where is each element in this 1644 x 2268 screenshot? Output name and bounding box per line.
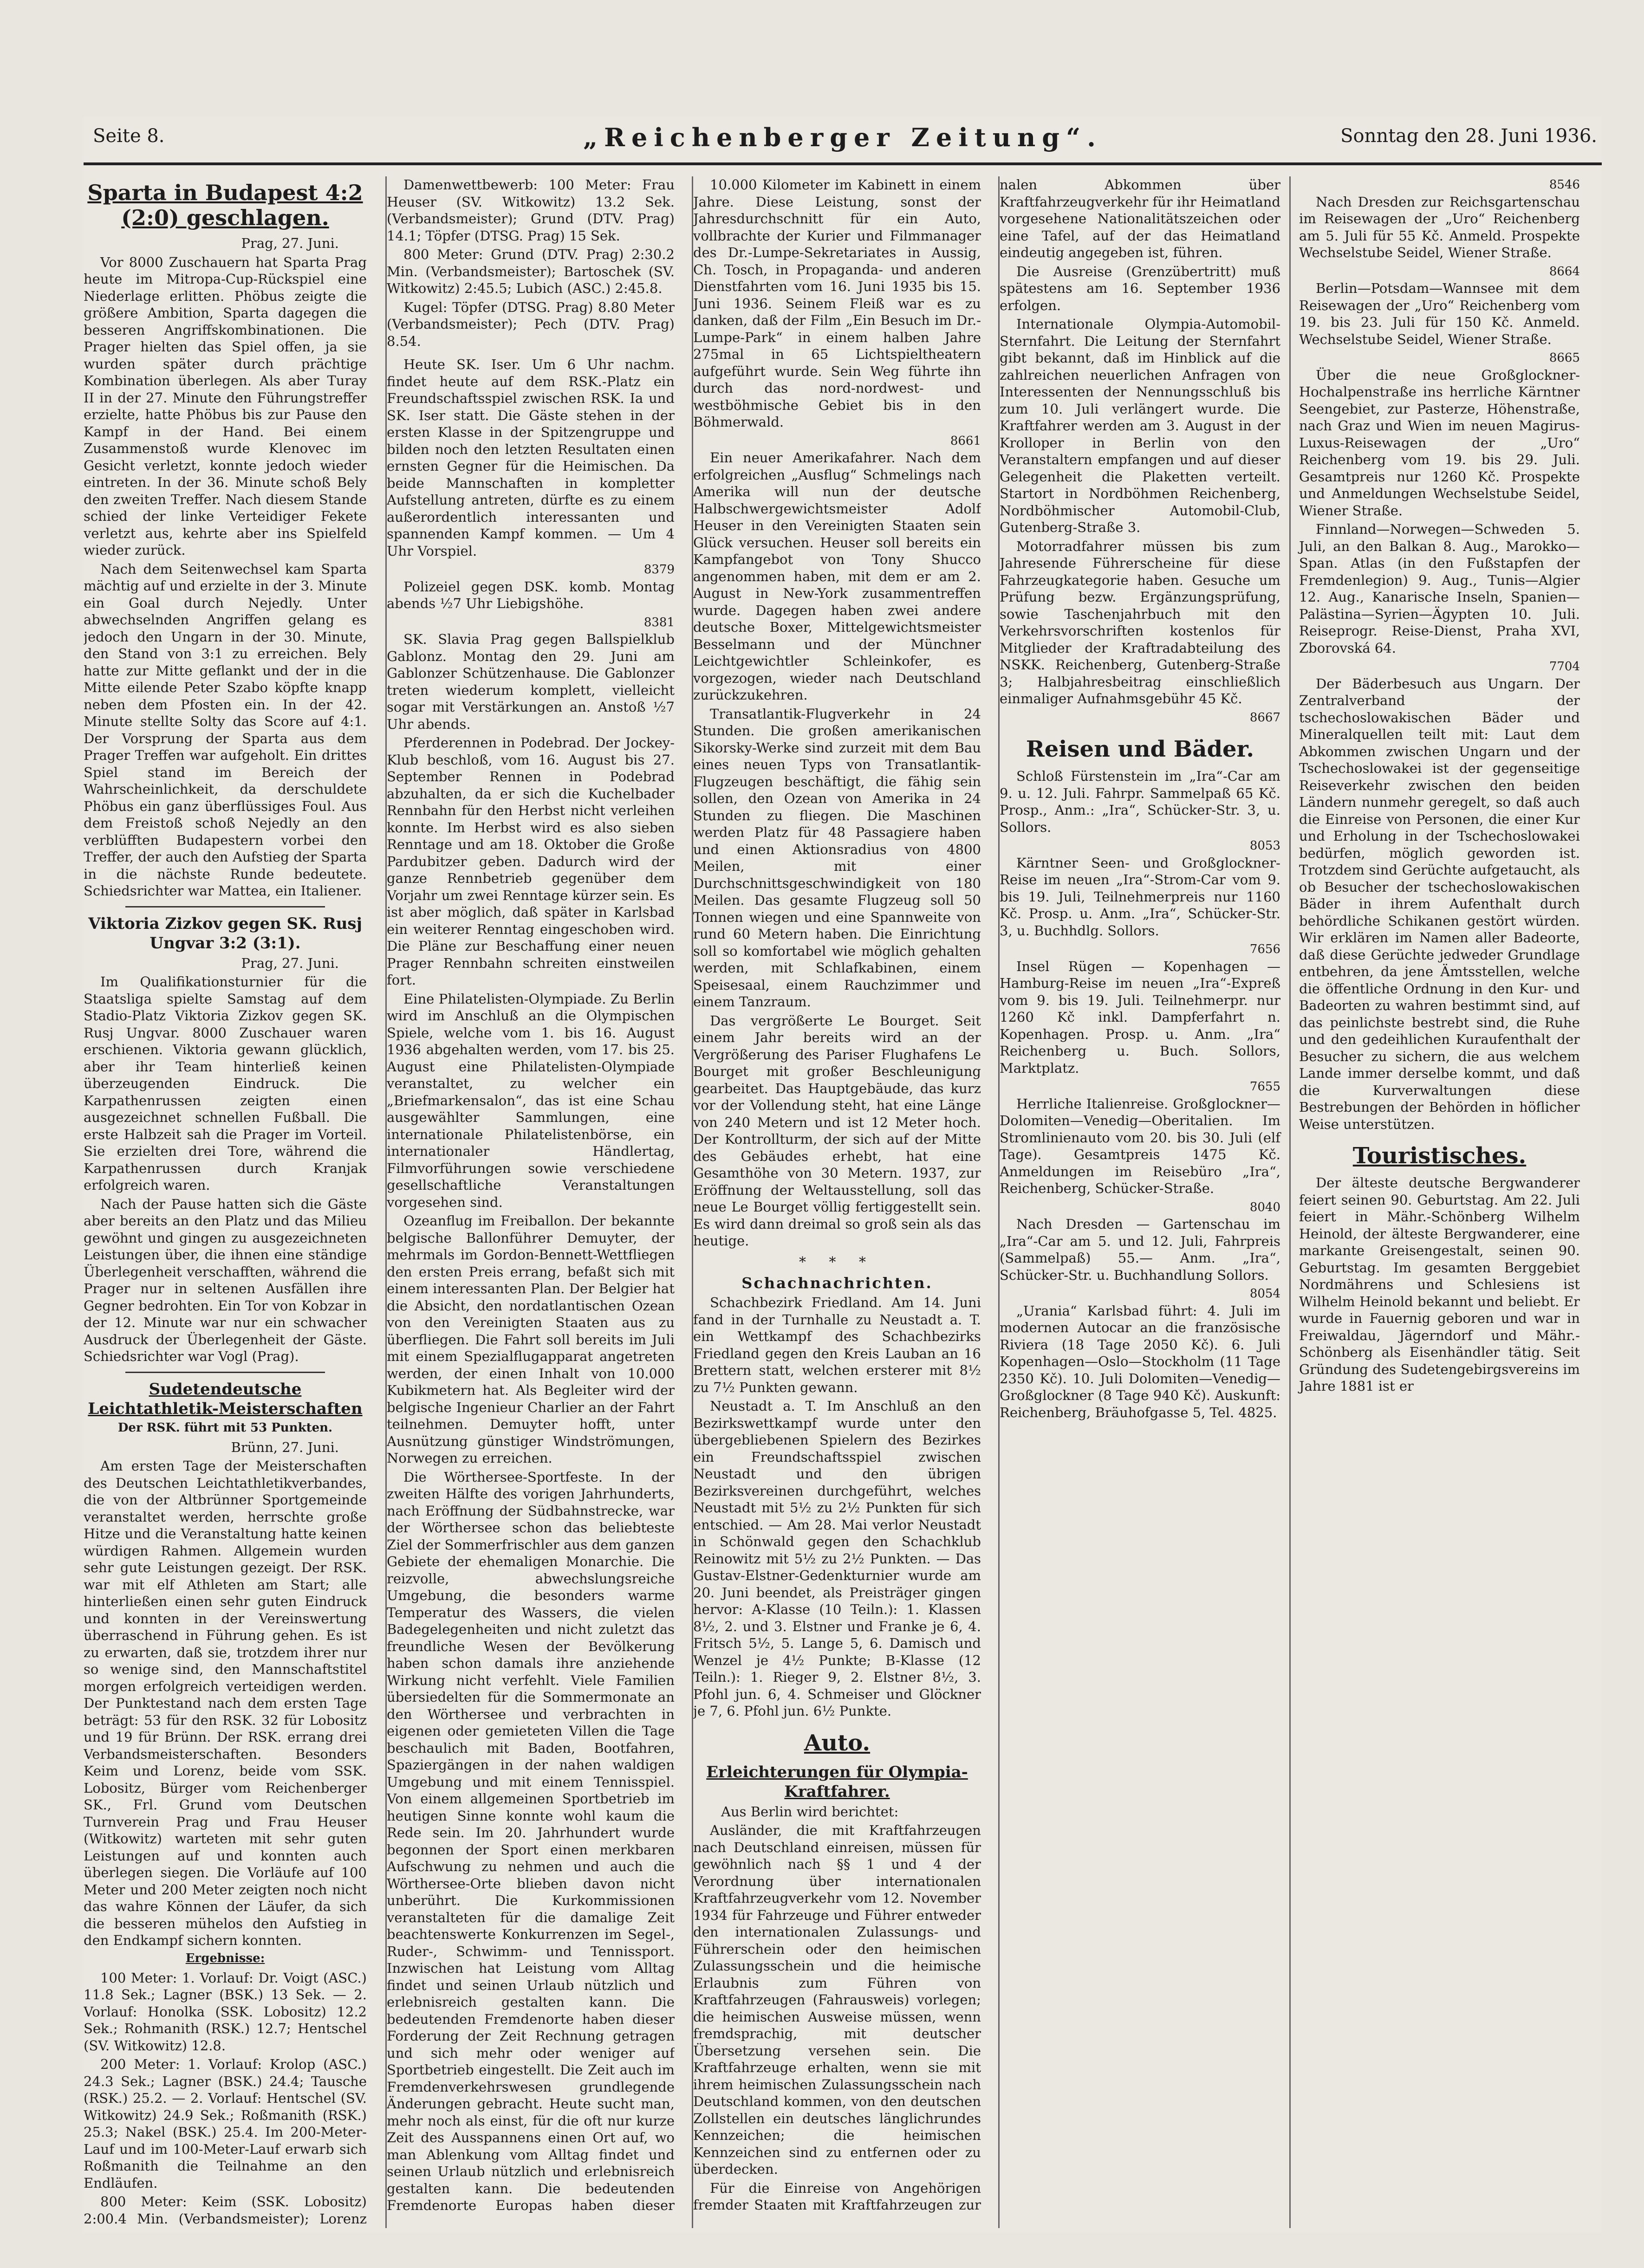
newspaper-page bbox=[84, 116, 1602, 2233]
news-item: SK. Slavia Prag gegen Ballspielklub Gablonz. Montag den 29. Juni am Gablonzer Schützenhause. Die Gablonzer treten wiederum komplett, vielleicht sogar mit Verstärkungen an. Anstoß ½7 Uhr abends. bbox=[387, 631, 675, 732]
article-paragraph: Im Qualifikationsturnier für die Staatsliga spielte Samstag auf dem Stadio-Platz Viktoria Zizkov gegen SK. Rusj Ungvar. 8000 Zuschauer waren erschienen. Viktoria gewann glücklich, aber ihr Team hinterließ keinen überzeugenden Eindruck. Die Karpathenrussen zeigten einen ausgezeichnet schnellen Fußball. Die erste Halbzeit sah die Prager im Vorteil. Sie erzielten drei Tore, während die Karpathenrussen durch Kranjak erfolgreich waren. bbox=[84, 974, 367, 1193]
ad-number: 8053 bbox=[1249, 839, 1280, 853]
news-item: Polizeiel gegen DSK. komb. Montag abends ½7 Uhr Liebigshöhe. bbox=[387, 578, 675, 611]
travel-ad: Schloß Fürstenstein im „Ira“-Car am 9. u. 12. Juli. Fahrpr. Sammelpaß 65 Kč. Prosp., Anm.: „Ira“, Schücker-Str. 3, u. Sollors. bbox=[1000, 768, 1280, 835]
results-line: 800 Meter: Grund (DTV. Prag) 2:30.2 Min. (Verbandsmeister); Bartoschek (SV. Witkowitz) 2:45.5; Lubich (ASC.) 2:45.8. bbox=[387, 246, 675, 296]
results-line: 100 Meter: 1. Vorlauf: Dr. Voigt (ASC.) 11.8 Sek.; Lagner (BSK.) 13 Sek. — 2. Vorlauf: Honolka (SSK. Lobositz) 12.2 Sek.; Rohmanith (RSK.) 12.7; Hentschel (SV. Witkowitz) 12.8. bbox=[84, 1970, 367, 2054]
divider bbox=[125, 906, 325, 907]
ad-number: 8054 bbox=[1249, 1287, 1280, 1301]
ad-number: 8381 bbox=[643, 615, 675, 629]
news-item: Der älteste deutsche Bergwanderer feiert seinen 90. Geburtstag. Am 22. Juli feiert in Mähr.-Schönberg Wilhelm Heinold, der älteste Bergwanderer, eine markante Greisengestalt, seinen 90. Geburtstag. Im gesamten Berggebiet Nordmährens und Schlesiens ist Wilhelm Heinold bekannt und beliebt. Er wurde in Fauernig geboren und war in Freiwaldau, Jägerndorf und Mähr.-Schönberg als Eisenhändler tätig. Seit Gründung des Sudetengebirgsvereins im Jahre 1881 ist er bbox=[1299, 1175, 1580, 1394]
column-1 bbox=[84, 176, 367, 2228]
newspaper-title: „Reichenberger Zeitung“. bbox=[583, 123, 1102, 152]
travel-ad: Herrliche Italienreise. Großglockner—Dolomiten—Venedig—Oberitalien. Im Stromlinienauto vom 20. bis 30. Juli (elf Tage). Gesamtpreis 1475 Kč. Anmeldungen im Reisebüro „Ira“, Reichenberg, Schücker-Straße. bbox=[1000, 1095, 1280, 1196]
ad-number: 8664 bbox=[1549, 264, 1580, 279]
headline-sudeten: Sudetendeutsche Leichtathletik-Meisterschaften bbox=[88, 1380, 363, 1418]
news-item: Eine Philatelisten-Olympiade. Zu Berlin wird im Anschluß an die Olympischen Spiele, welche vom 1. bis 16. August 1936 abgehalten werden, vom 17. bis 25. August eine Philatelisten-Olympiade veranstaltet, zu welcher ein „Briefmarkensalon“, das ist eine Schau ausgewählter Sammlungen, eine internationale Philatelistenbörse, ein internationaler Händlertag, Filmvorführungen sowie verschiedene gesellschaftliche Veranstaltungen vorgesehen sind. bbox=[387, 991, 675, 1210]
travel-ad: Nach Dresden zur Reichsgartenschau im Reisewagen der „Uro“ Reichenberg am 5. Juli für 55 Kč. Anmeld. Prospekte Wechselstube Seidel, Wiener Straße. bbox=[1299, 194, 1580, 260]
article-paragraph: Vor 8000 Zuschauern hat Sparta Prag heute im Mitropa-Cup-Rückspiel eine Niederlage erlitten. Phöbus zeigte die größere Ambition, Sparta dagegen die besseren Angriffskombinationen. Die Prager hielten das Spiel offen, ja sie wurden später durch prächtige Kombination überlegen. Als aber Turay II in der 27. Minute den Führungstreffer erzielte, hatte Phöbus bis zur Pause den Kampf in der Hand. Bei einem Zusammenstoß wurde Klenovec im Gesicht verletzt, konnte jedoch wieder eintreten. In der 36. Minute schoß Bely den zweiten Treffer. Nach diesem Stande schied der linke Verteidiger Fekete verletzt aus, kehrte aber ins Spielfeld wieder zurück. bbox=[84, 254, 367, 558]
ad-number: 8667 bbox=[1249, 710, 1280, 725]
ad-number: 8546 bbox=[1549, 178, 1580, 192]
headline-viktoria: Viktoria Zizkov gegen SK. Rusj Ungvar 3:2 (3:1). bbox=[88, 914, 362, 953]
news-item: Schachbezirk Friedland. Am 14. Juni fand in der Turnhalle zu Neustadt a. T. ein Wettkampf des Schachbezirks Friedland gegen den Kreis Lauban an 16 Brettern statt, welchen ersterer mit 8½ zu 7½ Punkten gewann. bbox=[693, 1295, 981, 1395]
ad-number: 8661 bbox=[950, 434, 981, 448]
article-paragraph: Nach der Pause hatten sich die Gäste aber bereits an den Platz und das Milieu gewöhnt und gingen zu ausgezeichneten Leistungen über, die ihnen eine ständige Überlegenheit verschafften, während die Prager nur in seltenen Ausfällen ihre Gegner bedrohten. Ein Tor von Kobzar in der 12. Minute war nur ein schwacher Ausdruck der Überlegenheit der Gäste. Schiedsrichter war Vogl (Prag). bbox=[84, 1196, 367, 1364]
issue-date: Sonntag den 28. Juni 1936. bbox=[1340, 125, 1597, 147]
column-4 bbox=[998, 176, 1580, 2228]
ad-number: 7704 bbox=[1549, 660, 1580, 674]
travel-ad: „Urania“ Karlsbad führt: 4. Juli im modernen Autocar an die französische Riviera (18 Tage 2050 Kč). 6. Juli Kopenhagen—Oslo—Stockholm (11 Tage 2350 Kč). 10. Juli Dolomiten—Venedig—Großglockner (8 Tage 940 Kč). Auskunft: Reichenberg, Bräuhofgasse 5, Tel. 4825. bbox=[1000, 1302, 1280, 1420]
news-item: Transatlantik-Flugverkehr in 24 Stunden. Die großen amerikanischen Sikorsky-Werke sind zurzeit mit dem Bau eines neuen Typs von Transatlantik-Flugzeugen beschäftigt, die fähig sein sollen, den Ozean von Amerika in 24 Stunden zu fliegen. Die Maschinen werden Platz für 48 Passagiere haben und einen Aktionsradius von 4800 Meilen, mit einer Durchschnittsgeschwindigkeit von 180 Meilen. Das gesamte Flugzeug soll 50 Tonnen wiegen und eine Spannweite von rund 60 Metern haben. Die Einrichtung soll so komfortabel wie möglich gehalten werden, mit Schlafkabinen, einem Speisesaal, einem Rauchzimmer und einem Tanzraum. bbox=[693, 706, 981, 1010]
news-item: Internationale Olympia-Automobil-Sternfahrt. Die Leitung der Sternfahrt gibt bekannt, daß im Hinblick auf die zahlreichen neuerlichen Anfragen von Interessenten der Nennungsschluß bis zum 10. Juli verlängert wurde. Die Kraftfahrer werden am 3. August in der Krolloper in Berlin von den Veranstaltern empfangen und auf dieser Gelegenheit die Plaketten verteilt. Startort in Nordböhmen Reichenberg, Nordböhmischer Automobil-Club, Gutenberg-Straße 3. bbox=[1000, 316, 1280, 535]
dateline: Brünn, 27. Juni. bbox=[231, 1439, 339, 1455]
travel-ad: Berlin—Potsdam—Wannsee mit dem Reisewagen der „Uro“ Reichenberg vom 19. bis 23. Juli für 150 Kč. Anmeld. Wechselstube Seidel, Wiener Straße. bbox=[1299, 280, 1580, 347]
article-paragraph: Die Ausreise (Grenzübertritt) muß spätestens am 16. September 1936 erfolgen. bbox=[1000, 263, 1280, 313]
ad-number: 8040 bbox=[1249, 1200, 1280, 1214]
news-item: Ein neuer Amerikafahrer. Nach dem erfolgreichen „Ausflug“ Schmelings nach Amerika will nun der deutsche Halbschwergewichtsmeister Adolf Heuser in den Vereinigten Staaten sein Glück versuchen. Heuser soll bereits ein Kampfangebot von Tony Shucco angenommen haben, mit dem er am 2. August in New-York zusammentreffen wurde. Dagegen haben zwei andere deutsche Boxer, Mittelgewichtsmeister Besselmann und der Münchner Leichtgewichtler Schleinkofer, es vorgezogen, wieder nach Deutschland zurückzukehren. bbox=[693, 450, 981, 703]
news-item: Heute SK. Iser. Um 6 Uhr nachm. findet heute auf dem RSK.-Platz ein Freundschaftsspiel zwischen RSK. Ia und SK. Iser statt. Die Gäste stehen in der ersten Klasse in der Spitzengruppe und bilden noch den letzten Resultaten einen ernsten Gegner für die Heimischen. Da beide Mannschaften in kompletter Aufstellung antreten, dürfte es zu einem außerordentlich interessanten und spannenden Kampf kommen. — Um 4 Uhr Vorspiel. bbox=[387, 356, 675, 559]
results-line: Damenwettbewerb: 100 Meter: Frau Heuser (SV. Witkowitz) 13.2 Sek. (Verbandsmeister); Grund (DTV. Prag) 14.1; Töpfer (DTSG. Prag) 15 Sek. bbox=[387, 177, 675, 244]
ad-number: 7656 bbox=[1249, 942, 1280, 956]
page-number: Seite 8. bbox=[93, 125, 165, 147]
travel-ad: Finnland—Norwegen—Schweden 5. Juli, an den Balkan 8. Aug., Marokko—Span. Atlas (in den Fußstapfen der Fremdenlegion) 9. Aug., Tunis—Algier 12. Aug., Kanarische Inseln, Spanien—Palästina—Syrien—Ägypten 10. Juli. Reiseprogr. Reise-Dienst, Praha XVI, Zborovská 64. bbox=[1299, 521, 1580, 656]
ad-number: 8665 bbox=[1549, 351, 1580, 365]
results-line: Kugel: Töpfer (DTSG. Prag) 8.80 Meter (Verbandsmeister); Pech (DTV. Prag) 8.54. bbox=[387, 299, 675, 349]
results-line: 800 Meter: Keim (SSK. Lobositz) 2:00.4 Min. (Verbandsmeister); Lorenz bbox=[84, 2194, 367, 2227]
article-paragraph: Für die Einreise von Angehörigen fremder Staaten mit Kraftfahrzeugen zur bbox=[693, 2180, 981, 2213]
news-item: 10.000 Kilometer im Kabinett in einem Jahre. Diese Leistung, sonst der Jahresdurchschnitt für ein Auto, vollbrachte der Kurier und Filmmanager des Dr.-Lumpe-Sekretariates in Aussig, Ch. Tosch, in Propaganda- und anderen Dienstfahrten vom 16. Juni 1935 bis 15. Juni 1936. Seinem Fleiß war es zu danken, daß der Film „Ein Besuch im Dr.-Lumpe-Park“ in einem halben Jahre 275mal in 65 Lichtspieltheatern aufgeführt wurde. Sein Weg führte ihn durch das nord-nordwest- und westböhmische Gebiet bis in den Böhmerwald. bbox=[693, 177, 981, 430]
ad-number: 8379 bbox=[643, 563, 675, 577]
section-heading-travel: Reisen und Bäder. bbox=[1026, 736, 1254, 762]
travel-ad: Kärntner Seen- und Großglockner-Reise im neuen „Ira“-Strom-Car vom 9. bis 19. Juli, Teilnehmerpreis nur 1160 Kč. Prosp. u. Anm. „Ira“, Schücker-Str. 3, u. Buchhdlg. Sollors. bbox=[1000, 855, 1280, 939]
travel-ad: Nach Dresden — Gartenschau im „Ira“-Car am 5. und 12. Juli, Fahrpreis (Sammelpaß) 55.— Anm. „Ira“, Schücker-Str. u. Buchhandlung Sollors. bbox=[1000, 1216, 1280, 1283]
news-item: Pferderennen in Podebrad. Der Jockey-Klub beschloß, vom 16. August bis 27. September Rennen in Podebrad abzuhalten, da er sich die Kuchelbader Rennbahn für den Herbst nicht verleihen konnte. Im Herbst wird es also sieben Renntage und am 18. Oktober die Große Pardubitzer geben. Dadurch wird der ganze Rennbetrieb gegenüber dem Vorjahr um zwei Renntage kürzer sein. Es ist aber möglich, daß später in Karlsbad ein weiterer Renntag eingeschoben wird. Die Pläne zur Beschaffung einer neuen Prager Rennbahn schreiten einstweilen fort. bbox=[387, 735, 675, 988]
news-item: Motorradfahrer müssen bis zum Jahresende Führerscheine für diese Fahrzeugkategorie haben. Gesuche um Prüfung bezw. Ergänzungsprüfung, sowie Taschenjahrbuch mit den Verkehrsvorschriften kostenlos für Mitglieder der Kraftradabteilung des NSKK. Reichenberg, Gutenberg-Straße 3; Halbjahresbeitrag einschließlich einmaliger Aufnahmsgebühr 45 Kč. bbox=[1000, 538, 1280, 706]
columns bbox=[84, 176, 1602, 2228]
headline-sparta: Sparta in Budapest 4:2 (2:0) geschlagen. bbox=[87, 180, 363, 230]
section-heading-auto: Auto. bbox=[804, 1730, 871, 1756]
column-2 bbox=[385, 176, 675, 2228]
section-heading-chess: Schachnachrichten. bbox=[741, 1274, 933, 1292]
dateline: Aus Berlin wird berichtet: bbox=[721, 1803, 899, 1820]
dateline: Prag, 27. Juni. bbox=[241, 235, 339, 251]
news-item: Die Wörthersee-Sportfeste. In der zweiten Hälfte des vorigen Jahrhunderts, nach Eröffnung der Südbahnstrecke, war der Wörthersee schon das beliebteste Ziel der Sommerfrischler aus dem ganzen Gebiete der ehemaligen Monarchie. Die reizvolle, abwechslungsreiche Umgebung, die besonders warme Temperatur des Wassers, die vielen Badegelegenheiten und nicht zuletzt das freundliche Wesen der Bevölkerung haben schon damals ihre anziehende Wirkung nicht verfehlt. Viele Familien übersiedelten für die Sommermonate an den Wörthersee und verbrachten in eigenen oder gemieteten Villen die Tage beschaulich mit Baden, Bootfahren, Spaziergängen in der nahen waldigen Umgebung und mit einem Tennisspiel. Von einem allgemeinen Sportbetrieb im heutigen Sinne konnte wohl kaum die Rede sein. Im 20. Jahrhundert wurde begonnen der Sport einen merkbaren Aufschwung zu nehmen und auch die Wörthersee-Orte blieben davon nicht unberührt. Die Kurkommissionen veranstalteten für die damalige Zeit beachtenswerte Konkurrenzen im Segel-, Ruder-, Schwimm- und Tennissport. Inzwischen hat Leistung vom Alltag findet und seinen Urlaub nützlich und erlebnisreich gestalten kann. Die bedeutenden Fremdenorte haben dieser Forderung der Zeit Rechnung getragen und sich mehr oder weniger auf Sportbetrieb eingestellt. Die Zeit auch im Fremdenverkehrswesen grundlegende Änderungen gebracht. Heute sucht man, mehr noch als einst, für die oft nur kurze Zeit des Ausspannens einen Ort auf, wo man Ablenkung vom Alltag findet und seinen Urlaub nützlich und erlebnisreich gestalten kann. Die bedeutenden Fremdenorte Europas haben dieser bbox=[387, 1469, 675, 2213]
headline-olympia-kraftfahrer: Erleichterungen für Olympia-Kraftfahrer. bbox=[706, 1763, 968, 1801]
article-paragraph: Nach dem Seitenwechsel kam Sparta mächtig auf und erzielte in der 3. Minute ein Goal durch Nejedly. Unter abwechselnden Angriffen gelang es jedoch den Ungarn in der 30. Minute, den Stand von 3:1 zu erreichen. Bely hatte zur Mitte geflankt und der in die Mitte eilende Peter Szabo köpfte knapp neben dem Pfosten ein. In der 42. Minute stellte Solty das Score auf 4:1. Der Vorsprung der Sparta aus dem Prager Treffen war aufgeholt. Ein drittes Spiel stand im Bereich der Wahrscheinlichkeit, da derschuldete Phöbus ein ganz überflüssiges Foul. Aus dem Freistoß schoß Nejedly an den verblüfften Budapestern vorbei den Treffer, der auch den Aufstieg der Sparta in die nächste Runde bedeutete. Schiedsrichter war Mattea, ein Italiener. bbox=[84, 561, 367, 899]
travel-ad: Über die neue Großglockner-Hochalpenstraße ins herrliche Kärntner Seengebiet, zur Pasterze, Höhenstraße, nach Graz und Wien im neuen Magirus-Luxus-Reisewagen der „Uro“ Reichenberg vom 19. bis 29. Juli. Gesamtpreis nur 1260 Kč. Prospekte und Anmeldungen Wechselstube Seidel, Wiener Straße. bbox=[1299, 367, 1580, 518]
news-item: Neustadt a. T. Im Anschluß an den Bezirkswettkampf wurde unter den übergebliebenen Spielern des Bezirkes ein Freundschaftsspiel zwischen Neustadt und den übrigen Bezirksvereinen durchgeführt, welches Neustadt mit 5½ zu 2½ Punkten für sich entschied. — Am 28. Mai verlor Neustadt in Schönwald gegen den Schachklub Reinowitz mit 5½ zu 2½ Punkten. — Das Gustav-Elstner-Gedenkturnier wurde am 20. Juni beendet, als Preisträger gingen hervor: A-Klasse (10 Teiln.): 1. Klassen 8½, 2. und 3. Elstner und Franke je 6, 4. Fritsch 5½, 5. Lange 5, 6. Damisch und Wenzel je 4½ Punkte; B-Klasse (12 Teiln.): 1. Rieger 9, 2. Elstner 8½, 3. Pfohl jun. 6, 4. Schmeiser und Glöckner je 7, 6. Pfohl jun. 6½ Punkte. bbox=[693, 1398, 981, 1719]
column-3 bbox=[692, 176, 981, 2228]
subheadline: Der RSK. führt mit 53 Punkten. bbox=[117, 1420, 333, 1435]
news-item: Das vergrößerte Le Bourget. Seit einem Jahr bereits wird an der Vergrößerung des Pariser Flughafens Le Bourget mit großer Beschleunigung gearbeitet. Das Hauptgebäude, das kurz vor der Vollendung steht, hat eine Länge von 240 Metern und ist 12 Meter hoch. Der Kontrollturm, der sich auf der Mitte des Gebäudes erhebt, hat eine Gesamthöhe von 30 Metern. 1937, zur Eröffnung der Weltausstellung, soll das neue Le Bourget völlig fertiggestellt sein. Es wird dann dreimal so groß sein als das heutige. bbox=[693, 1012, 981, 1249]
results-line: 200 Meter: 1. Vorlauf: Krolop (ASC.) 24.3 Sek.; Lagner (BSK.) 24.4; Tausche (RSK.) 25.2. — 2. Vorlauf: Hentschel (SV. Witkowitz) 24.9 Sek.; Roßmanith (RSK.) 25.3; Nakel (BSK.) 25.4. Im 200-Meter-Lauf und im 100-Meter-Lauf erwarb sich Roßmanith die Teilnahme an den Endläufen. bbox=[84, 2056, 367, 2191]
article-paragraph: nalen Abkommen über Kraftfahrzeugverkehr für ihr Heimatland vorgesehene Nationalitätszeichen oder eine Tafel, auf der das Heimatland eindeutig angegeben ist, führen. bbox=[1000, 177, 1280, 260]
results-heading: Ergebnisse: bbox=[185, 1951, 265, 1965]
divider bbox=[125, 1372, 325, 1373]
section-heading-touristic: Touristisches. bbox=[1352, 1143, 1527, 1169]
page-header bbox=[84, 116, 1602, 165]
news-item: Der Bäderbesuch aus Ungarn. Der Zentralverband der tschechoslowakischen Bäder und Mineralquellen teilt mit: Laut dem Abkommen zwischen Ungarn und der Tschechoslowakei ist der gegenseitige Reiseverkehr zwischen den beiden Ländern nunmehr geregelt, so daß auch die Einreise von Personen, die einer Kur und Erholung in der Tschechoslowakei bedürfen, möglich geworden ist. Trotzdem sind Gerüchte aufgetaucht, als ob Besucher der tschechoslowakischen Bäder in ihrem Aufenthalt durch behördliche Schikanen gestört würden. Wir erklären im Namen aller Badeorte, daß diese Gerüchte jedweder Grundlage entbehren, da jene Ämtsstellen, welche die öffentliche Ordnung in den Kur- und Badeorten zu wahren bestimmt sind, auf das peinlichste bestrebt sind, die Ruhe und den gedeihlichen Kuraufenthalt der Besucher zu sichern, die aus welchem Lande immer derselbe kommt, und daß die Kurverwaltungen diese Bestrebungen der Behörden in höflicher Weise unterstützen. bbox=[1299, 675, 1580, 1132]
dateline: Prag, 27. Juni. bbox=[241, 955, 339, 971]
article-paragraph: Ausländer, die mit Kraftfahrzeugen nach Deutschland einreisen, müssen für gewöhnlich nach §§ 1 und 4 der Verordnung über internationalen Kraftfahrzeugverkehr vom 12. November 1934 für Fahrzeuge und Führer entweder den internationalen Zulassungs- und Führerschein oder den heimischen Zulassungsschein und die heimische Erlaubnis zum Führen von Kraftfahrzeugen (Fahrausweis) vorlegen; die heimischen Ausweise müssen, wenn fremdsprachig, mit deutscher Übersetzung versehen sein. Die Kraftfahrzeuge erhalten, wenn sie mit ihrem heimischen Zulassungsschein nach Deutschland kommen, von den deutschen Zollstellen ein deutsches länglichrundes Kennzeichen; die heimischen Kennzeichen sind zu entfernen oder zu überdecken. bbox=[693, 1822, 981, 2177]
article-paragraph: Am ersten Tage der Meisterschaften des Deutschen Leichtathletikverbandes, die von der Altbrünner Sportgemeinde veranstaltet werden, herrschte große Hitze und die Veranstaltung hatte keinen würdigen Rahmen. Allgemein wurden sehr gute Leistungen gezeigt. Der RSK. war mit elf Athleten am Start; alle hinterließen einen sehr guten Eindruck und konnten in der Vereinswertung überraschend in Führung gehen. Es ist zu erwarten, daß sie, trotzdem ihrer nur so wenige sind, den Mannschaftstitel morgen erfolgreich verteidigen werden. Der Punktestand nach dem ersten Tage beträgt: 53 für den RSK. 32 für Lobositz und 19 für Brünn. Der RSK. errang drei Verbandsmeisterschaften. Besonders Keim und Lorenz, beide vom SSK. Lobositz, Bürger vom Reichenberger SK., Frl. Grund vom Deutschen Turnverein Prag und Frau Heuser (Witkowitz) warteten mit sehr guten Leistungen auf und konnten auch überlegen siegen. Die Vorläufe auf 100 Meter und 200 Meter zeigten noch nicht das wahre Können der Läufer, da sich die besseren mühelos den Aufstieg in den Endkampf sichern konnten. bbox=[84, 1458, 367, 1948]
section-ornament: * * * bbox=[799, 1254, 876, 1270]
ad-number: 7655 bbox=[1249, 1080, 1280, 1094]
travel-ad: Insel Rügen — Kopenhagen — Hamburg-Reise im neuen „Ira“-Expreß vom 9. bis 19. Juli. Teilnehmerpr. nur 1260 Kč inkl. Dampferfahrt n. Kopenhagen. Prosp. u. Anm. „Ira“ Reichenberg u. Buch. Sollors, Marktplatz. bbox=[1000, 958, 1280, 1076]
news-item: Ozeanflug im Freiballon. Der bekannte belgische Ballonführer Demuyter, der mehrmals im Gordon-Bennett-Wettfliegen den ersten Preis errang, befaßt sich mit einem interessanten Plan. Der Belgier hat die Absicht, den nordatlantischen Ozean von den Vereinigten Staaten aus zu überfliegen. Die Fahrt soll bereits im Juli mit einem Spezialflugapparat angetreten werden, der einen Inhalt von 10.000 Kubikmetern hat. Als Begleiter wird der belgische Ingenieur Charlier an der Fahrt teilnehmen. Demuyter hofft, unter Ausnützung günstiger Windströmungen, Norwegen zu erreichen. bbox=[387, 1213, 675, 1466]
